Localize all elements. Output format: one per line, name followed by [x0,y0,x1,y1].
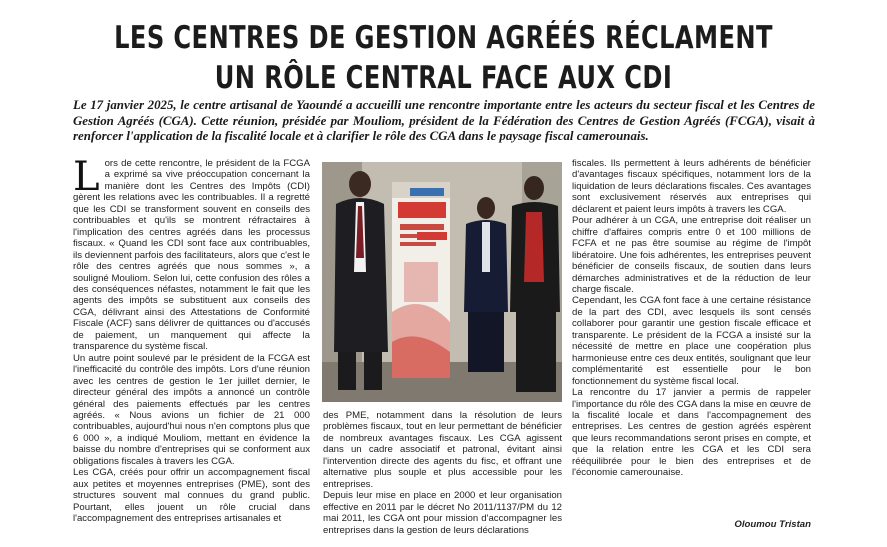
person-middle [464,197,508,372]
article-column-2 [323,410,562,547]
person-right [510,176,560,392]
article-paragraph: fiscales. Ils permettent à leurs adhérents de bénéficier d'avantages fiscaux spécifiques, notamment lors de la liquidation de leurs déclarations fiscales. Ces avantages sont exclusivement réservés aux entreprises qui déclarent et paient leurs impôts à travers les CGA. [572,158,811,215]
photo-illustration [322,162,562,402]
article-paragraph: Pour adhérer à un CGA, une entreprise doit réaliser un chiffre d'affaires compris entre 0 et 100 millions de FCFA et ne pas être soumise au régime de l'impôt libératoire. Une fois adhérentes, les entreprises peuvent bénéficier de conseils fiscaux, de soutien dans leurs démarches administratives et de la réduction de leur charge fiscale. [572,215,811,295]
article-paragraph: Les CGA, créés pour offrir un accompagnement fiscal aux petites et moyennes entreprises (PME), sont des structures souvent mal connues du grand public. Pourtant, elles jouent un rôle crucial dans l'accompagnement des entreprises artisanales et [73,467,310,525]
article-paragraph [73,158,310,353]
article-paragraph: Depuis leur mise en place en 2000 et leur organisation effective en 2011 par le décret No 2011/1137/PM du 12 mai 2011, les CGA ont pour mission d'accompagner les entreprises dans la gestion de leurs déclarations [323,490,562,536]
article-paragraph: La rencontre du 17 janvier a permis de rappeler l'importance du rôle des CGA dans la mise en œuvre de la fiscalité locale et dans l'accompagnement des entreprises. Les centres de gestion agréés espèrent que leurs recommandations seront prises en compte, et que la relation entre les CGA et les CDI sera rééquilibrée pour le bien des entreprises et de l'économie camerounaise. [572,387,811,479]
paragraph-text: ors de cette rencontre, le président de la FCGA a exprimé sa vive préoccupation concernant la manière dont les Centres des Impôts (CDI) gèrent les relations avec les contribuables. Il a regretté que les CDI se transforment souvent en conseils des contribuables et qu'ils se montrent réfractaires à l'implication des centres agréés dans les processus fiscaux. « Quand les CDI sont face aux contribuables, ils deviennent parfois des facilitateurs, alors que c'est le rôle des centres agréés que nous sommes », a souligné Mouliom. Selon lui, cette confusion des rôles a des conséquences néfastes, notamment le fait que les agents des impôts se substituent aux conseils des CGA, délivrant ainsi des Attestations de Conformité Fiscale (ACF) sans délivrer de quittances ou d'accusés de paiement, un manquement qui affecte la transparence du système fiscal. [73,158,310,353]
article-headline: LES CENTRES DE GESTION AGRÉÉS RÉCLAMENT UN RÔLE CENTRAL FACE AUX CDI [114,20,773,96]
drop-cap: L [73,158,100,200]
article-column-3 [572,158,811,528]
article-paragraph: Cependant, les CGA font face à une certaine résistance de la part des CDI, avec lesquels ils sont censés collaborer pour garantir une gestion fiscale efficace et transparente. Le président de la FCGA a insisté sur la nécessité de mettre en place une coopération plus harmonieuse entre ces deux entités, soulignant que leur complémentarité est essentielle pour le bon fonctionnement du système fiscal local. [572,295,811,387]
article-lead: Le 17 janvier 2025, le centre artisanal de Yaoundé a accueilli une rencontre importante entre les acteurs du secteur fiscal et les Centres de Gestion Agréés (CGA). Cette réunion, présidée par Mouliom, président de la Fédération des Centres de Gestion Agréés (FCGA), visait à renforcer l'application de la fiscalité locale et à clarifier le rôle des CGA dans le paysage fiscal camerounais. [73,98,815,144]
fcga-logo-mark [417,232,447,240]
article-author: Oloumou Tristan [734,519,811,530]
article-photo [322,162,562,402]
article-paragraph: des PME, notamment dans la résolution de leurs problèmes fiscaux, tout en leur permettant de bénéficier de nombreux avantages fiscaux. Les CGA agissent dans un cadre associatif et patronal, évitant ainsi l'intervention directe des agents du fisc, et offrant une alternative plus souple et plus accessible pour les entreprises. [323,410,562,490]
fcga-banner [392,182,450,378]
article-column-1 [73,158,310,547]
article-paragraph: Un autre point soulevé par le président de la FCGA est l'inefficacité du contrôle des impôts. Lors d'une réunion avec les centres de gestion le 1er juillet dernier, le directeur général des impôts a annoncé un contrôle général des paiements effectués par les centres agréés. « Nous avions un fichier de 21 000 contribuables, aujourd'hui nous n'en comptons plus que 6 000 », a indiqué Mouliom, mettant en évidence la baisse du nombre d'entreprises qui se conforment aux obligations fiscales à travers les CGA. [73,352,310,467]
